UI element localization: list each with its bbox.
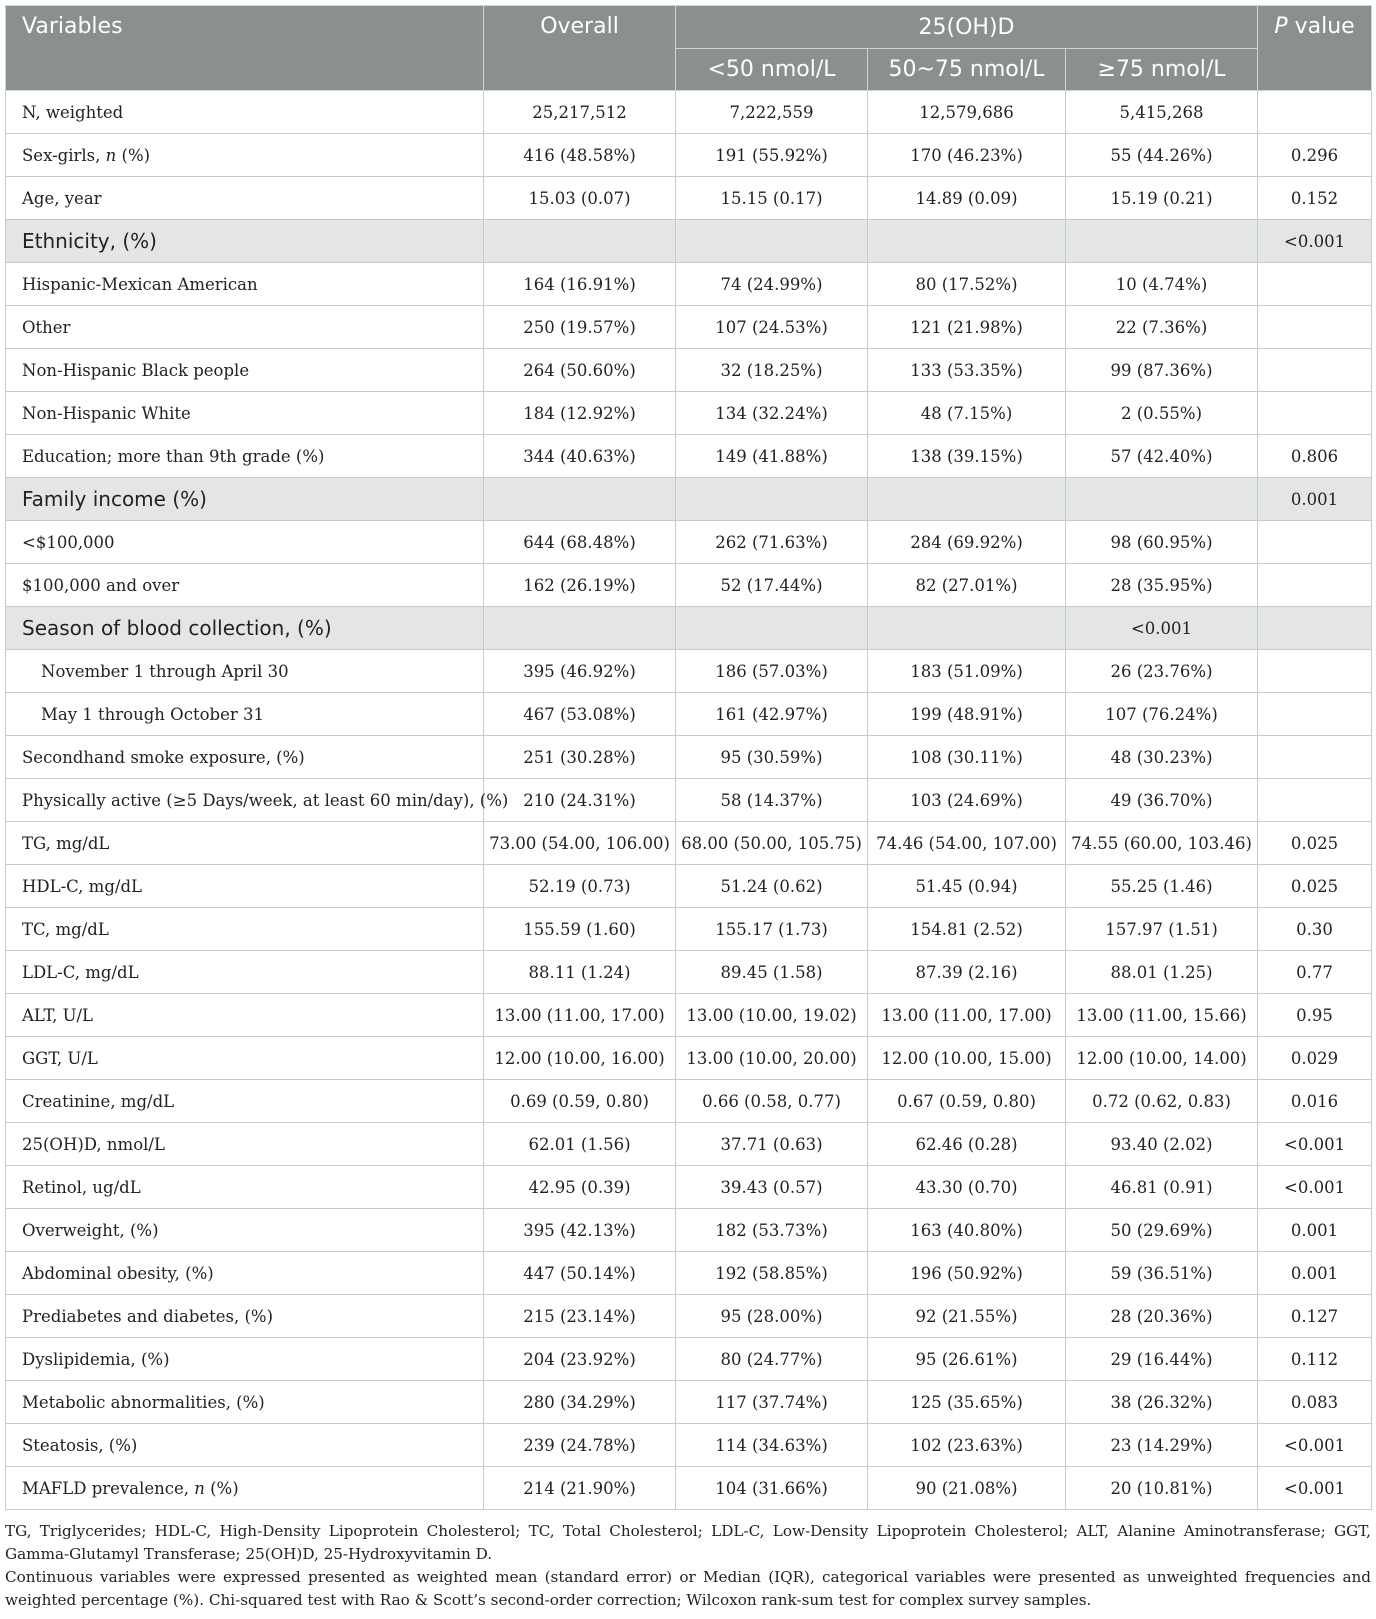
row-label <box>6 392 484 435</box>
row-label <box>6 220 484 263</box>
cell-p-value: 0.296 <box>1258 134 1372 177</box>
row-label-italic: n <box>105 145 117 165</box>
table-row <box>6 1295 1372 1338</box>
row-label <box>6 263 484 306</box>
row-label <box>6 1080 484 1123</box>
row-label-text: May 1 through October 31 <box>41 704 264 724</box>
row-label-text: Physically active (≥5 Days/week, at least 60 min/day), (%) <box>22 790 509 810</box>
cell-50-75: 103 (24.69%) <box>868 779 1066 822</box>
cell-overall: 210 (24.31%) <box>484 779 676 822</box>
cell-50-75: 90 (21.08%) <box>868 1467 1066 1510</box>
cell-lt50: 13.00 (10.00, 19.02) <box>676 994 868 1037</box>
cell-overall: 344 (40.63%) <box>484 435 676 478</box>
table-row <box>6 1166 1372 1209</box>
header-subgroup-mid: 50~75 nmol/L <box>868 49 1066 91</box>
row-label-text: November 1 through April 30 <box>41 661 289 681</box>
header-p-italic: P <box>1274 14 1288 39</box>
row-label <box>6 951 484 994</box>
cell-p-value: 0.083 <box>1258 1381 1372 1424</box>
cell-50-75: 121 (21.98%) <box>868 306 1066 349</box>
row-label-text: $100,000 and over <box>22 575 180 595</box>
table-container <box>5 5 1371 1612</box>
row-label-text: MAFLD prevalence, <box>22 1478 195 1498</box>
cell-overall: 644 (68.48%) <box>484 521 676 564</box>
table-row <box>6 650 1372 693</box>
row-label-text: N, weighted <box>22 102 124 122</box>
cell-ge75: 23 (14.29%) <box>1066 1424 1258 1467</box>
cell-ge75: 57 (42.40%) <box>1066 435 1258 478</box>
table-row <box>6 1123 1372 1166</box>
cell-lt50: 114 (34.63%) <box>676 1424 868 1467</box>
cell-50-75: 12,579,686 <box>868 91 1066 134</box>
section-row <box>6 478 1372 521</box>
row-label-text: Hispanic-Mexican American <box>22 274 258 294</box>
table-row <box>6 435 1372 478</box>
table-row <box>6 1037 1372 1080</box>
cell-p-value: 0.127 <box>1258 1295 1372 1338</box>
row-label-text: Retinol, ug/dL <box>22 1177 141 1197</box>
row-label-text: Dyslipidemia, (%) <box>22 1349 170 1369</box>
cell-p-value: 0.112 <box>1258 1338 1372 1381</box>
row-label <box>6 1295 484 1338</box>
cell-ge75: <0.001 <box>1066 607 1258 650</box>
cell-ge75: 98 (60.95%) <box>1066 521 1258 564</box>
cell-p-value: <0.001 <box>1258 1166 1372 1209</box>
row-label <box>6 1338 484 1381</box>
section-row <box>6 607 1372 650</box>
table-footnotes <box>5 1520 1371 1612</box>
cell-lt50: 182 (53.73%) <box>676 1209 868 1252</box>
cell-50-75: 82 (27.01%) <box>868 564 1066 607</box>
table-row <box>6 306 1372 349</box>
cell-lt50: 15.15 (0.17) <box>676 177 868 220</box>
cell-lt50: 39.43 (0.57) <box>676 1166 868 1209</box>
table-row <box>6 951 1372 994</box>
cell-p-value: 0.016 <box>1258 1080 1372 1123</box>
row-label-text: Education; more than 9th grade (%) <box>22 446 325 466</box>
cell-50-75: 80 (17.52%) <box>868 263 1066 306</box>
cell-50-75: 284 (69.92%) <box>868 521 1066 564</box>
row-label <box>6 822 484 865</box>
row-label-suffix: (%) <box>116 145 151 165</box>
row-label <box>6 134 484 177</box>
row-label-text: Non-Hispanic White <box>22 403 191 423</box>
row-label-text: Non-Hispanic Black people <box>22 360 250 380</box>
cell-overall: 52.19 (0.73) <box>484 865 676 908</box>
row-label <box>6 779 509 822</box>
row-label-text: Other <box>22 317 71 337</box>
cell-overall: 467 (53.08%) <box>484 693 676 736</box>
cell-p-value <box>1258 736 1372 779</box>
table-row <box>6 1381 1372 1424</box>
cell-lt50: 95 (28.00%) <box>676 1295 868 1338</box>
cell-ge75: 48 (30.23%) <box>1066 736 1258 779</box>
row-label-text: LDL-C, mg/dL <box>22 962 139 982</box>
cell-ge75: 49 (36.70%) <box>1066 779 1258 822</box>
row-label <box>6 908 484 951</box>
cell-ge75: 55 (44.26%) <box>1066 134 1258 177</box>
cell-overall: 164 (16.91%) <box>484 263 676 306</box>
cell-ge75: 46.81 (0.91) <box>1066 1166 1258 1209</box>
cell-lt50: 32 (18.25%) <box>676 349 868 392</box>
cell-ge75: 99 (87.36%) <box>1066 349 1258 392</box>
cell-p-value: 0.001 <box>1258 478 1372 521</box>
row-label <box>6 1252 484 1295</box>
cell-overall <box>484 478 676 521</box>
cell-lt50 <box>676 478 868 521</box>
cell-50-75: 62.46 (0.28) <box>868 1123 1066 1166</box>
cell-p-value: 0.025 <box>1258 865 1372 908</box>
row-label-text: Family income (%) <box>22 487 207 511</box>
table-header <box>6 6 1372 91</box>
table-body <box>6 91 1372 1510</box>
cell-overall: 395 (42.13%) <box>484 1209 676 1252</box>
cell-p-value <box>1258 650 1372 693</box>
row-label <box>6 1381 484 1424</box>
row-label-text: Steatosis, (%) <box>22 1435 138 1455</box>
row-label <box>6 650 484 693</box>
cell-overall: 251 (30.28%) <box>484 736 676 779</box>
cell-50-75: 170 (46.23%) <box>868 134 1066 177</box>
cell-ge75: 22 (7.36%) <box>1066 306 1258 349</box>
cell-lt50: 192 (58.85%) <box>676 1252 868 1295</box>
row-label-text: Age, year <box>22 188 102 208</box>
cell-lt50: 0.66 (0.58, 0.77) <box>676 1080 868 1123</box>
cell-lt50: 13.00 (10.00, 20.00) <box>676 1037 868 1080</box>
cell-ge75: 107 (76.24%) <box>1066 693 1258 736</box>
row-label-text: Metabolic abnormalities, (%) <box>22 1392 265 1412</box>
row-label-text: Secondhand smoke exposure, (%) <box>22 747 305 767</box>
table-row <box>6 349 1372 392</box>
cell-lt50: 37.71 (0.63) <box>676 1123 868 1166</box>
cell-overall: 13.00 (11.00, 17.00) <box>484 994 676 1037</box>
cell-lt50: 107 (24.53%) <box>676 306 868 349</box>
row-label-text: Sex-girls, <box>22 145 106 165</box>
table-row <box>6 134 1372 177</box>
row-label <box>6 693 484 736</box>
cell-lt50: 51.24 (0.62) <box>676 865 868 908</box>
cell-p-value: <0.001 <box>1258 1424 1372 1467</box>
row-label <box>6 865 484 908</box>
cell-lt50: 95 (30.59%) <box>676 736 868 779</box>
cell-overall: 155.59 (1.60) <box>484 908 676 951</box>
cell-overall: 12.00 (10.00, 16.00) <box>484 1037 676 1080</box>
row-label-text: Creatinine, mg/dL <box>22 1091 175 1111</box>
cell-p-value: <0.001 <box>1258 220 1372 263</box>
footnote-abbreviations: TG, Triglycerides; HDL-C, High-Density Lipoprotein Cholesterol; TC, Total Cholesterol; LDL-C, Low-Density Lipoprotein Cholesterol; ALT, Alanine Aminotransferase; GGT, Gamma-Glutamyl Transferase; 25(OH)D, 25-Hydroxyvitamin D. <box>5 1522 1371 1563</box>
table-row <box>6 865 1372 908</box>
row-label <box>6 349 484 392</box>
cell-lt50 <box>676 607 868 650</box>
cell-overall: 239 (24.78%) <box>484 1424 676 1467</box>
row-label <box>6 1166 484 1209</box>
row-label <box>6 521 484 564</box>
table-row <box>6 1338 1372 1381</box>
cell-ge75: 26 (23.76%) <box>1066 650 1258 693</box>
cell-50-75: 102 (23.63%) <box>868 1424 1066 1467</box>
cell-ge75: 10 (4.74%) <box>1066 263 1258 306</box>
cell-p-value <box>1258 392 1372 435</box>
table-row <box>6 1252 1372 1295</box>
header-p-value <box>1258 6 1372 91</box>
cell-lt50: 74 (24.99%) <box>676 263 868 306</box>
table-row <box>6 1424 1372 1467</box>
cell-p-value <box>1258 564 1372 607</box>
cell-overall: 280 (34.29%) <box>484 1381 676 1424</box>
cell-lt50: 262 (71.63%) <box>676 521 868 564</box>
table-row <box>6 693 1372 736</box>
row-label <box>6 478 484 521</box>
cell-overall: 264 (50.60%) <box>484 349 676 392</box>
cell-p-value <box>1258 306 1372 349</box>
cell-overall: 62.01 (1.56) <box>484 1123 676 1166</box>
row-label-text: Overweight, (%) <box>22 1220 159 1240</box>
row-label-text: TC, mg/dL <box>22 919 109 939</box>
table-row <box>6 91 1372 134</box>
cell-lt50: 117 (37.74%) <box>676 1381 868 1424</box>
cell-ge75: 38 (26.32%) <box>1066 1381 1258 1424</box>
cell-overall: 214 (21.90%) <box>484 1467 676 1510</box>
row-label <box>6 607 484 650</box>
cell-p-value <box>1258 91 1372 134</box>
row-label <box>6 736 484 779</box>
cell-overall: 162 (26.19%) <box>484 564 676 607</box>
cell-lt50: 80 (24.77%) <box>676 1338 868 1381</box>
row-label-text: ALT, U/L <box>22 1005 94 1025</box>
cell-ge75: 59 (36.51%) <box>1066 1252 1258 1295</box>
cell-lt50: 58 (14.37%) <box>676 779 868 822</box>
cell-lt50: 149 (41.88%) <box>676 435 868 478</box>
row-label <box>6 1123 484 1166</box>
cell-50-75: 196 (50.92%) <box>868 1252 1066 1295</box>
header-25ohd-group: 25(OH)D <box>676 6 1258 49</box>
cell-50-75 <box>868 607 1066 650</box>
cell-50-75: 163 (40.80%) <box>868 1209 1066 1252</box>
cell-50-75: 0.67 (0.59, 0.80) <box>868 1080 1066 1123</box>
cell-ge75: 28 (35.95%) <box>1066 564 1258 607</box>
cell-ge75: 93.40 (2.02) <box>1066 1123 1258 1166</box>
table-row <box>6 263 1372 306</box>
cell-lt50: 161 (42.97%) <box>676 693 868 736</box>
cell-50-75: 108 (30.11%) <box>868 736 1066 779</box>
cell-ge75: 13.00 (11.00, 15.66) <box>1066 994 1258 1037</box>
cell-overall: 184 (12.92%) <box>484 392 676 435</box>
cell-ge75: 29 (16.44%) <box>1066 1338 1258 1381</box>
cell-p-value <box>1258 263 1372 306</box>
table-row <box>6 392 1372 435</box>
cell-lt50: 191 (55.92%) <box>676 134 868 177</box>
row-label <box>6 177 484 220</box>
row-label-text: GGT, U/L <box>22 1048 98 1068</box>
cell-50-75: 133 (53.35%) <box>868 349 1066 392</box>
header-p-rest: value <box>1287 14 1355 39</box>
cell-overall: 416 (48.58%) <box>484 134 676 177</box>
row-label <box>6 564 484 607</box>
cell-overall <box>484 220 676 263</box>
cell-lt50: 104 (31.66%) <box>676 1467 868 1510</box>
table-row <box>6 1080 1372 1123</box>
row-label <box>6 306 484 349</box>
cell-50-75: 183 (51.09%) <box>868 650 1066 693</box>
row-label-italic: n <box>194 1478 205 1498</box>
cell-50-75 <box>868 478 1066 521</box>
cell-overall: 204 (23.92%) <box>484 1338 676 1381</box>
cell-p-value: <0.001 <box>1258 1467 1372 1510</box>
table-row <box>6 994 1372 1037</box>
cell-lt50 <box>676 220 868 263</box>
cell-overall: 15.03 (0.07) <box>484 177 676 220</box>
cell-lt50: 68.00 (50.00, 105.75) <box>676 822 868 865</box>
cell-ge75: 55.25 (1.46) <box>1066 865 1258 908</box>
cell-p-value <box>1258 693 1372 736</box>
cell-p-value <box>1258 779 1372 822</box>
cell-50-75: 14.89 (0.09) <box>868 177 1066 220</box>
cell-50-75: 138 (39.15%) <box>868 435 1066 478</box>
cell-overall: 88.11 (1.24) <box>484 951 676 994</box>
cell-p-value: <0.001 <box>1258 1123 1372 1166</box>
table-row <box>6 779 1372 822</box>
cell-50-75: 51.45 (0.94) <box>868 865 1066 908</box>
cell-ge75: 12.00 (10.00, 14.00) <box>1066 1037 1258 1080</box>
cell-50-75: 95 (26.61%) <box>868 1338 1066 1381</box>
cell-ge75 <box>1066 478 1258 521</box>
header-subgroup-low: <50 nmol/L <box>676 49 868 91</box>
row-label-text: TG, mg/dL <box>22 833 110 853</box>
row-label <box>6 1467 484 1510</box>
table-row <box>6 908 1372 951</box>
cell-p-value: 0.001 <box>1258 1209 1372 1252</box>
cell-overall: 447 (50.14%) <box>484 1252 676 1295</box>
row-label-text: <$100,000 <box>22 532 115 552</box>
row-label-text: 25(OH)D, nmol/L <box>22 1134 165 1154</box>
cell-lt50: 7,222,559 <box>676 91 868 134</box>
cell-p-value: 0.152 <box>1258 177 1372 220</box>
cell-50-75 <box>868 220 1066 263</box>
row-label-text: Ethnicity, (%) <box>22 229 157 253</box>
table-row <box>6 1209 1372 1252</box>
cell-50-75: 74.46 (54.00, 107.00) <box>868 822 1066 865</box>
cell-50-75: 125 (35.65%) <box>868 1381 1066 1424</box>
row-label <box>6 1424 484 1467</box>
cell-overall: 0.69 (0.59, 0.80) <box>484 1080 676 1123</box>
cell-ge75: 15.19 (0.21) <box>1066 177 1258 220</box>
header-overall: Overall <box>484 6 676 91</box>
header-variables: Variables <box>6 6 484 91</box>
cell-p-value: 0.95 <box>1258 994 1372 1037</box>
cell-lt50: 89.45 (1.58) <box>676 951 868 994</box>
cell-50-75: 154.81 (2.52) <box>868 908 1066 951</box>
cell-p-value: 0.77 <box>1258 951 1372 994</box>
row-label <box>6 1209 484 1252</box>
table-row <box>6 177 1372 220</box>
cell-p-value: 0.30 <box>1258 908 1372 951</box>
cell-overall: 42.95 (0.39) <box>484 1166 676 1209</box>
table-row <box>6 822 1372 865</box>
cell-overall: 215 (23.14%) <box>484 1295 676 1338</box>
cell-ge75: 28 (20.36%) <box>1066 1295 1258 1338</box>
cell-50-75: 43.30 (0.70) <box>868 1166 1066 1209</box>
cell-ge75: 74.55 (60.00, 103.46) <box>1066 822 1258 865</box>
cell-ge75: 5,415,268 <box>1066 91 1258 134</box>
row-label <box>6 994 484 1037</box>
table-row <box>6 564 1372 607</box>
cell-ge75: 157.97 (1.51) <box>1066 908 1258 951</box>
row-label-text: HDL-C, mg/dL <box>22 876 142 896</box>
row-label-text: Prediabetes and diabetes, (%) <box>22 1306 274 1326</box>
cell-ge75: 20 (10.81%) <box>1066 1467 1258 1510</box>
cell-50-75: 87.39 (2.16) <box>868 951 1066 994</box>
cell-lt50: 186 (57.03%) <box>676 650 868 693</box>
cell-overall: 395 (46.92%) <box>484 650 676 693</box>
row-label-suffix: (%) <box>204 1478 239 1498</box>
row-label-text: Season of blood collection, (%) <box>22 616 332 640</box>
cell-50-75: 92 (21.55%) <box>868 1295 1066 1338</box>
characteristics-table <box>5 5 1372 1510</box>
cell-lt50: 52 (17.44%) <box>676 564 868 607</box>
row-label <box>6 435 484 478</box>
header-subgroup-high: ≥75 nmol/L <box>1066 49 1258 91</box>
cell-overall: 25,217,512 <box>484 91 676 134</box>
table-row <box>6 736 1372 779</box>
cell-p-value <box>1258 349 1372 392</box>
cell-lt50: 155.17 (1.73) <box>676 908 868 951</box>
cell-ge75 <box>1066 220 1258 263</box>
cell-50-75: 48 (7.15%) <box>868 392 1066 435</box>
cell-lt50: 134 (32.24%) <box>676 392 868 435</box>
cell-p-value <box>1258 521 1372 564</box>
cell-p-value: 0.025 <box>1258 822 1372 865</box>
cell-p-value: 0.029 <box>1258 1037 1372 1080</box>
cell-ge75: 50 (29.69%) <box>1066 1209 1258 1252</box>
cell-50-75: 199 (48.91%) <box>868 693 1066 736</box>
cell-ge75: 2 (0.55%) <box>1066 392 1258 435</box>
cell-overall: 250 (19.57%) <box>484 306 676 349</box>
row-label-text: Abdominal obesity, (%) <box>22 1263 214 1283</box>
cell-ge75: 0.72 (0.62, 0.83) <box>1066 1080 1258 1123</box>
cell-p-value <box>1258 607 1372 650</box>
cell-overall <box>484 607 676 650</box>
cell-overall: 73.00 (54.00, 106.00) <box>484 822 676 865</box>
row-label <box>6 1037 484 1080</box>
cell-p-value: 0.806 <box>1258 435 1372 478</box>
table-row <box>6 1467 1372 1510</box>
section-row <box>6 220 1372 263</box>
row-label <box>6 91 484 134</box>
footnote-methods: Continuous variables were expressed presented as weighted mean (standard error) or Median (IQR), categorical variables were presented as unweighted frequencies and weighted percentage (%). Chi-squared test with Rao & Scott’s second-order correction; Wilcoxon rank-sum test for complex survey samples. <box>5 1568 1371 1609</box>
cell-50-75: 13.00 (11.00, 17.00) <box>868 994 1066 1037</box>
cell-50-75: 12.00 (10.00, 15.00) <box>868 1037 1066 1080</box>
table-row <box>6 521 1372 564</box>
cell-p-value: 0.001 <box>1258 1252 1372 1295</box>
cell-ge75: 88.01 (1.25) <box>1066 951 1258 994</box>
